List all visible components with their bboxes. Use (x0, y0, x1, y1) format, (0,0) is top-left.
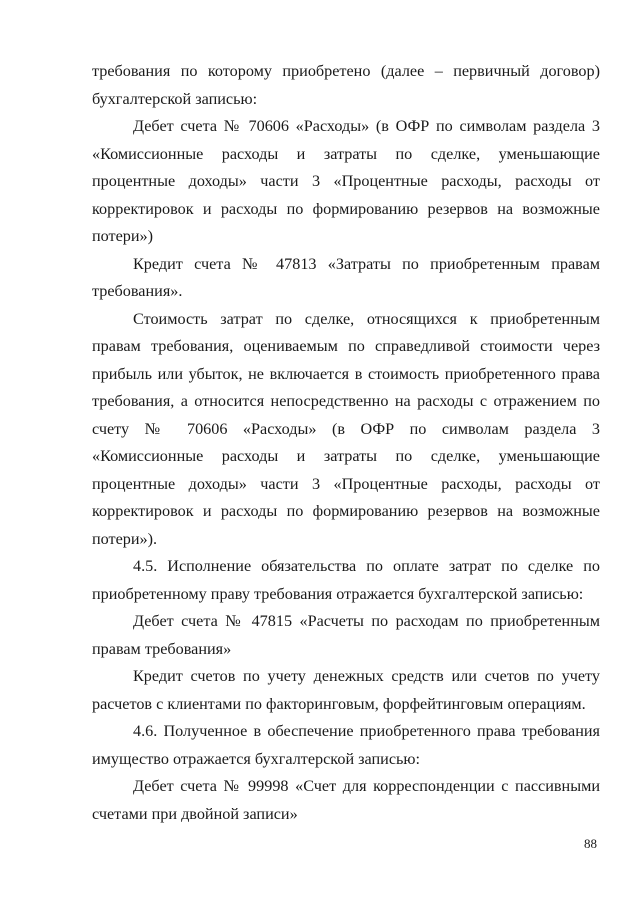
paragraph-section-4-6: 4.6. Полученное в обеспечение приобретенного права требования имущество отражается бухгалтерской записью: (92, 722, 600, 768)
paragraph-credit-cash-accounts: Кредит счетов по учету денежных средств или счетов по учету расчетов с клиентами по факторинговым, форфейтинговым операциям. (92, 667, 600, 713)
paragraph-credit-47813: Кредит счета № 47813 «Затраты по приобретенным правам требования». (92, 254, 600, 300)
paragraph-debit-99998: Дебет счета № 99998 «Счет для корреспонденции с пассивными счетами при двойной записи» (92, 777, 600, 823)
paragraph-transaction-costs: Стоимость затрат по сделке, относящихся к приобретенным правам требования, оцениваемым по справедливой стоимости через прибыль или убыток, не включается в стоимость приобретенного права требования, а относится непосредственно на расходы с отражением по счету № 70606 «Расходы» (в ОФР по символам раздела 3 «Комиссионные расходы и затраты по сделке, уменьшающие процентные доходы» части 3 «Процентные расходы, расходы от корректировок и расходы по формированию резервов на возможные потери»). (92, 309, 600, 548)
document-page (92, 58, 600, 828)
paragraph-debit-47815: Дебет счета № 47815 «Расчеты по расходам по приобретенным правам требования» (92, 612, 600, 658)
page-number: 88 (584, 836, 597, 851)
paragraph-section-4-5: 4.5. Исполнение обязательства по оплате затрат по сделке по приобретенному праву требования отражается бухгалтерской записью: (92, 557, 600, 603)
paragraph-debit-70606: Дебет счета № 70606 «Расходы» (в ОФР по символам раздела 3 «Комиссионные расходы и затраты по сделке, уменьшающие процентные доходы» части 3 «Процентные расходы, расходы от корректировок и расходы по формированию резервов на возможные потери») (92, 117, 600, 245)
paragraph-continuation: требования по которому приобретено (далее – первичный договор) бухгалтерской записью: (92, 62, 600, 108)
